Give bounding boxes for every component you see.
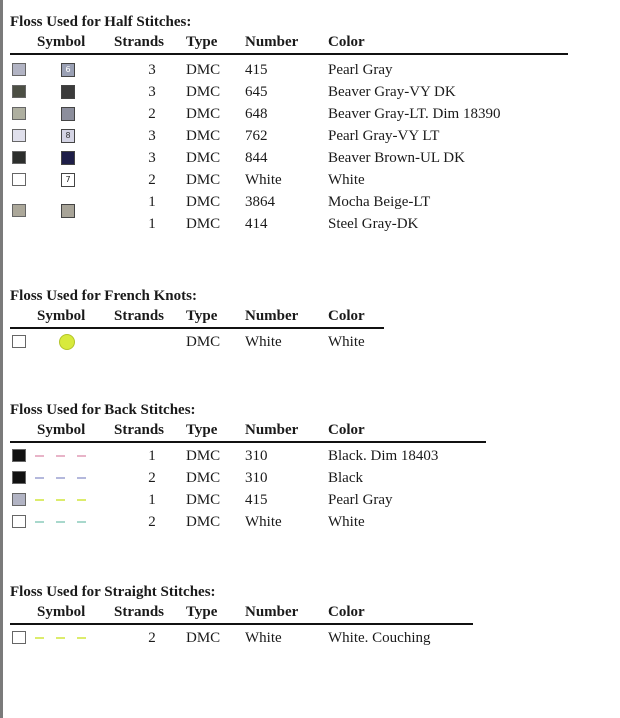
- number-cell: 415: [245, 62, 268, 78]
- stitch-line-dash: [77, 521, 86, 523]
- type-cell: DMC: [186, 470, 221, 486]
- color-swatch: [12, 63, 26, 76]
- stitch-line-dash: [56, 521, 65, 523]
- color-name-cell: Beaver Gray-VY DK: [328, 84, 456, 100]
- type-cell: DMC: [186, 448, 221, 464]
- column-header-color: Color: [328, 34, 365, 50]
- type-cell: DMC: [186, 84, 221, 100]
- type-cell: DMC: [186, 630, 221, 646]
- color-swatch: [12, 631, 26, 644]
- column-header-number: Number: [245, 34, 299, 50]
- number-cell: 645: [245, 84, 268, 100]
- stitch-symbol-icon: [61, 151, 75, 165]
- column-header-type: Type: [186, 604, 218, 620]
- color-name-cell: Pearl Gray: [328, 492, 393, 508]
- type-cell: DMC: [186, 216, 221, 232]
- floss-row: [10, 467, 610, 489]
- column-header-color: Color: [328, 308, 365, 324]
- stitch-line-dash: [56, 477, 65, 479]
- column-header-strands: Strands: [114, 604, 165, 620]
- color-name-cell: Pearl Gray-VY LT: [328, 128, 440, 144]
- color-swatch: [12, 515, 26, 528]
- stitch-symbol-icon: 8: [61, 129, 75, 143]
- number-cell: 3864: [245, 194, 275, 210]
- floss-row: [10, 511, 610, 533]
- floss-row: [10, 489, 610, 511]
- strands-cell: 1: [148, 216, 156, 232]
- type-cell: DMC: [186, 514, 221, 530]
- french-knot-dot-icon: [59, 334, 75, 350]
- header-rule: [10, 623, 473, 625]
- strands-cell: 2: [148, 514, 156, 530]
- section-title: Floss Used for Back Stitches:: [10, 402, 196, 418]
- floss-row: [10, 103, 610, 125]
- type-cell: DMC: [186, 334, 221, 350]
- stitch-line-dash: [77, 637, 86, 639]
- header-rule: [10, 441, 486, 443]
- floss-row: [10, 169, 610, 191]
- column-header-color: Color: [328, 604, 365, 620]
- color-name-cell: Black: [328, 470, 363, 486]
- type-cell: DMC: [186, 106, 221, 122]
- color-name-cell: White: [328, 514, 365, 530]
- color-swatch: [12, 85, 26, 98]
- type-cell: DMC: [186, 172, 221, 188]
- color-name-cell: White. Couching: [328, 630, 431, 646]
- color-swatch: [12, 129, 26, 142]
- color-name-cell: Pearl Gray: [328, 62, 393, 78]
- floss-row: [10, 125, 610, 147]
- strands-cell: 1: [148, 492, 156, 508]
- column-header-type: Type: [186, 422, 218, 438]
- floss-row: [10, 445, 610, 467]
- color-swatch: [12, 449, 26, 462]
- stitch-symbol-icon: 7: [61, 173, 75, 187]
- number-cell: White: [245, 514, 282, 530]
- stitch-line-dash: [35, 477, 44, 479]
- column-header-type: Type: [186, 34, 218, 50]
- number-cell: 762: [245, 128, 268, 144]
- number-cell: 310: [245, 448, 268, 464]
- strands-cell: 3: [148, 150, 156, 166]
- strands-cell: 3: [148, 84, 156, 100]
- strands-cell: 1: [148, 194, 156, 210]
- type-cell: DMC: [186, 150, 221, 166]
- section-title: Floss Used for Half Stitches:: [10, 14, 192, 30]
- color-swatch: [12, 471, 26, 484]
- stitch-symbol-icon: 6: [61, 63, 75, 77]
- color-swatch: [12, 151, 26, 164]
- stitch-line-dash: [77, 477, 86, 479]
- number-cell: 648: [245, 106, 268, 122]
- color-name-cell: White: [328, 172, 365, 188]
- floss-row: [10, 331, 610, 353]
- color-name-cell: Beaver Gray-LT. Dim 18390: [328, 106, 501, 122]
- column-header-type: Type: [186, 308, 218, 324]
- stitch-line-dash: [35, 521, 44, 523]
- stitch-line-dash: [56, 637, 65, 639]
- color-swatch: [12, 173, 26, 186]
- strands-cell: 3: [148, 62, 156, 78]
- number-cell: White: [245, 334, 282, 350]
- color-swatch: [12, 493, 26, 506]
- stitch-symbol-icon: [61, 107, 75, 121]
- strands-cell: 2: [148, 470, 156, 486]
- stitch-line-dash: [56, 499, 65, 501]
- section-title: Floss Used for Straight Stitches:: [10, 584, 216, 600]
- color-name-cell: Beaver Brown-UL DK: [328, 150, 465, 166]
- left-border: [0, 0, 3, 718]
- floss-row: [10, 81, 610, 103]
- color-swatch: [12, 335, 26, 348]
- floss-row: [10, 59, 610, 81]
- stitch-line-dash: [56, 455, 65, 457]
- column-header-strands: Strands: [114, 422, 165, 438]
- number-cell: 844: [245, 150, 268, 166]
- color-name-cell: Steel Gray-DK: [328, 216, 419, 232]
- column-header-symbol: Symbol: [37, 422, 86, 438]
- stitch-line-dash: [77, 455, 86, 457]
- floss-row: [10, 213, 610, 235]
- type-cell: DMC: [186, 62, 221, 78]
- number-cell: 414: [245, 216, 268, 232]
- column-header-strands: Strands: [114, 308, 165, 324]
- number-cell: 310: [245, 470, 268, 486]
- type-cell: DMC: [186, 194, 221, 210]
- column-header-strands: Strands: [114, 34, 165, 50]
- strands-cell: 2: [148, 172, 156, 188]
- column-header-symbol: Symbol: [37, 604, 86, 620]
- column-header-symbol: Symbol: [37, 308, 86, 324]
- floss-row: [10, 191, 610, 213]
- color-name-cell: Mocha Beige-LT: [328, 194, 431, 210]
- header-rule: [10, 327, 384, 329]
- number-cell: White: [245, 172, 282, 188]
- floss-row: [10, 147, 610, 169]
- strands-cell: 2: [148, 630, 156, 646]
- column-header-number: Number: [245, 422, 299, 438]
- stitch-line-dash: [35, 637, 44, 639]
- type-cell: DMC: [186, 492, 221, 508]
- stitch-line-dash: [77, 499, 86, 501]
- section-title: Floss Used for French Knots:: [10, 288, 197, 304]
- stitch-line-dash: [35, 455, 44, 457]
- column-header-color: Color: [328, 422, 365, 438]
- color-swatch: [12, 107, 26, 120]
- color-name-cell: Black. Dim 18403: [328, 448, 439, 464]
- stitch-line-dash: [35, 499, 44, 501]
- number-cell: White: [245, 630, 282, 646]
- type-cell: DMC: [186, 128, 221, 144]
- column-header-symbol: Symbol: [37, 34, 86, 50]
- floss-row: [10, 627, 610, 649]
- header-rule: [10, 53, 568, 55]
- color-name-cell: White: [328, 334, 365, 350]
- column-header-number: Number: [245, 308, 299, 324]
- strands-cell: 3: [148, 128, 156, 144]
- strands-cell: 2: [148, 106, 156, 122]
- number-cell: 415: [245, 492, 268, 508]
- stitch-symbol-icon: [61, 85, 75, 99]
- column-header-number: Number: [245, 604, 299, 620]
- strands-cell: 1: [148, 448, 156, 464]
